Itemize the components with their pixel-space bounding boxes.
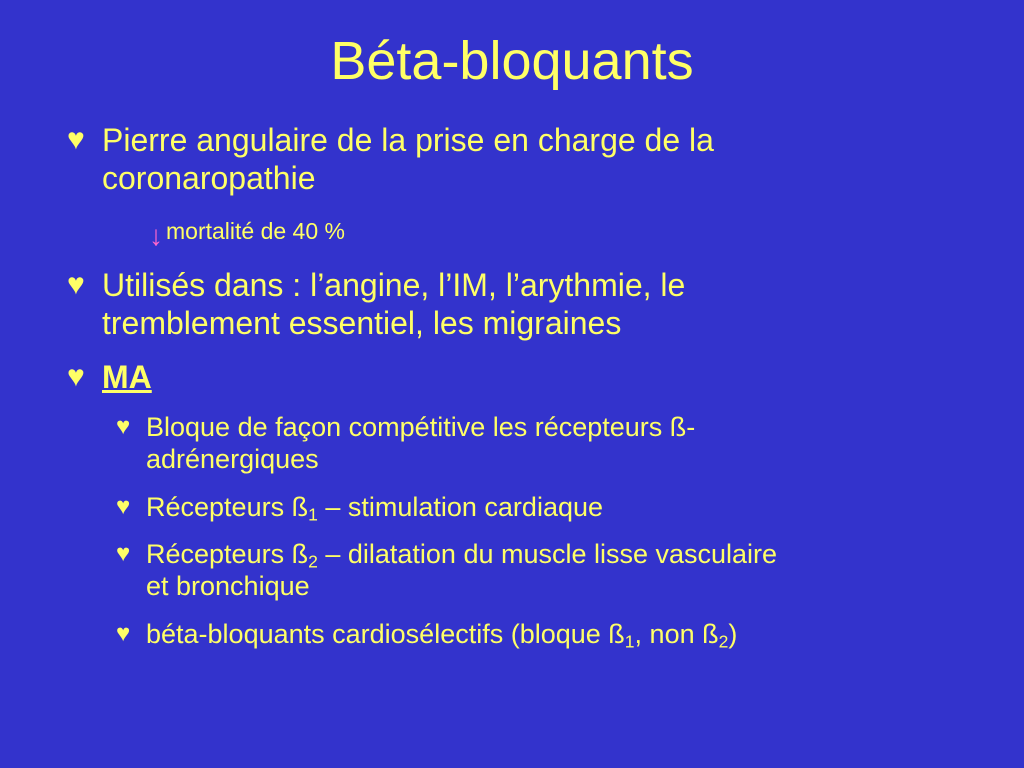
bullet-text-line: Pierre angulaire de la prise en charge de la (102, 122, 714, 158)
bullet-ma (67, 358, 152, 396)
bullet-text-line: Utilisés dans : l’angine, l’IM, l’arythmie, le (102, 267, 686, 303)
sub-bullet-text-line: béta-bloquants cardiosélectifs (bloque $ß_1$, non $ß_2$) (146, 619, 738, 652)
heart-bullet-icon: ♥ (67, 123, 85, 156)
sub-bullet-text-line: Récepteurs $ß_1$ – stimulation cardiaque (146, 492, 604, 525)
heart-bullet-icon: ♥ (116, 620, 131, 647)
bullet-text-line: coronaropathie (102, 160, 316, 196)
sub-bullet-recepteurs-b1 (116, 491, 986, 525)
sub-bullet-text-line: Bloque de façon compétitive les récepteurs ß- (146, 412, 696, 442)
heart-bullet-icon: ♥ (67, 360, 85, 393)
heart-bullet-icon: ♥ (116, 413, 131, 440)
bullet-utilisations (67, 266, 982, 342)
sub-bullet-cardioselectifs (116, 618, 986, 652)
ma-heading: MA (102, 359, 152, 395)
sub-bullet-recepteurs-b2 (116, 538, 1006, 602)
sub-bullet-text-line: Récepteurs $ß_2$ – dilatation du muscle lisse vasculaire (146, 539, 778, 572)
slide-title: Béta-bloquants (330, 31, 694, 91)
sub-bullet-text-line: adrénergiques (146, 444, 319, 474)
mortality-note: mortalité de 40 % (166, 218, 345, 244)
heart-bullet-icon: ♥ (67, 268, 85, 301)
heart-bullet-icon: ♥ (116, 540, 131, 567)
sub-bullet-bloque (116, 411, 986, 475)
heart-bullet-icon: ♥ (116, 493, 131, 520)
bullet-text-line: tremblement essentiel, les migraines (102, 305, 622, 341)
down-arrow-icon: ↓ (149, 220, 163, 251)
sub-bullet-text-line: et bronchique (146, 571, 310, 601)
bullet-coronaropathie (67, 121, 982, 197)
